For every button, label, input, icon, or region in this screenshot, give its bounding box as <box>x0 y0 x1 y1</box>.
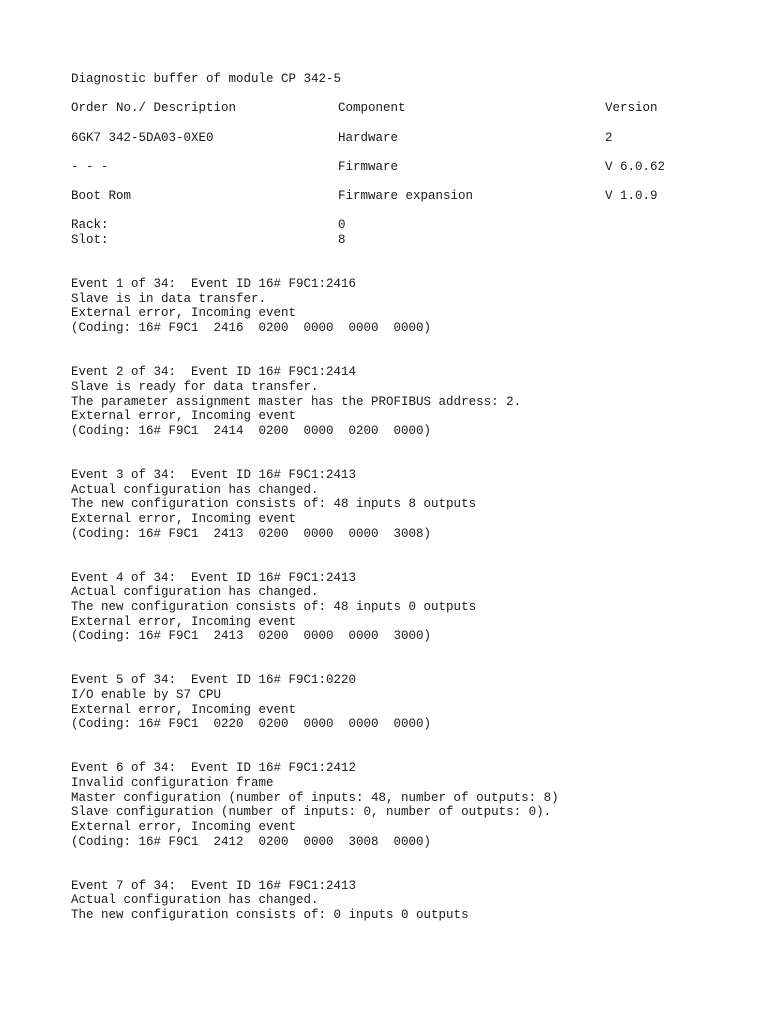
event-text: Slave is in data transfer. <box>71 291 267 306</box>
slot-label: Slot: <box>71 233 109 248</box>
component-name: Firmware expansion <box>338 189 474 204</box>
event-text: The new configuration consists of: 48 inputs 0 outputs <box>71 599 477 614</box>
rack-row <box>71 218 731 233</box>
event-entry-6 <box>71 761 731 849</box>
event-text: The parameter assignment master has the PROFIBUS address: 2. <box>71 394 522 409</box>
event-header: Event 3 of 34: Event ID 16# F9C1:2413 <box>71 467 357 482</box>
event-entry-7 <box>71 879 731 923</box>
event-entry-2 <box>71 365 731 438</box>
version-value: 2 <box>605 130 613 145</box>
event-header: Event 1 of 34: Event ID 16# F9C1:2416 <box>71 277 357 292</box>
event-list <box>71 277 731 923</box>
event-text: External error, Incoming event <box>71 306 297 321</box>
event-entry-4 <box>71 571 731 644</box>
slot-row <box>71 233 731 248</box>
order-number: 6GK7 342-5DA03-0XE0 <box>71 130 214 145</box>
event-header: Event 6 of 34: Event ID 16# F9C1:2412 <box>71 761 357 776</box>
event-header: Event 5 of 34: Event ID 16# F9C1:0220 <box>71 673 357 688</box>
slot-value: 8 <box>338 233 346 248</box>
component-name: Hardware <box>338 130 399 145</box>
event-text: Master configuration (number of inputs: 48, number of outputs: 8) <box>71 790 559 805</box>
rack-label: Rack: <box>71 218 109 233</box>
column-header-order: Order No./ Description <box>71 101 237 116</box>
event-text: Actual configuration has changed. <box>71 482 319 497</box>
event-text: The new configuration consists of: 48 inputs 8 outputs <box>71 497 477 512</box>
info-row-boot-rom <box>71 189 731 204</box>
event-text: Slave is ready for data transfer. <box>71 379 319 394</box>
event-text: Actual configuration has changed. <box>71 893 319 908</box>
event-coding: (Coding: 16# F9C1 2413 0200 0000 0000 3008) <box>71 526 432 541</box>
event-text: I/O enable by S7 CPU <box>71 688 222 703</box>
event-text: External error, Incoming event <box>71 820 297 835</box>
info-header-row <box>71 101 731 116</box>
event-header: Event 4 of 34: Event ID 16# F9C1:2413 <box>71 570 357 585</box>
diagnostic-document <box>71 72 731 952</box>
document-title: Diagnostic buffer of module CP 342-5 <box>71 72 342 86</box>
rack-value: 0 <box>338 218 346 233</box>
event-text: The new configuration consists of: 0 inputs 0 outputs <box>71 908 469 923</box>
event-text: External error, Incoming event <box>71 614 297 629</box>
event-coding: (Coding: 16# F9C1 2416 0200 0000 0000 0000) <box>71 321 432 336</box>
column-header-version: Version <box>605 101 658 116</box>
module-info-table <box>71 101 731 204</box>
event-text: External error, Incoming event <box>71 409 297 424</box>
info-row-firmware <box>71 160 731 175</box>
event-entry-3 <box>71 468 731 541</box>
version-value: V 6.0.62 <box>605 159 666 174</box>
component-name: Firmware <box>338 159 399 174</box>
event-text: Invalid configuration frame <box>71 776 274 791</box>
event-entry-1 <box>71 277 731 336</box>
module-location <box>71 218 731 247</box>
event-entry-5 <box>71 673 731 732</box>
order-number: - - - <box>71 159 109 174</box>
event-header: Event 7 of 34: Event ID 16# F9C1:2413 <box>71 878 357 893</box>
info-row-hardware <box>71 131 731 146</box>
event-header: Event 2 of 34: Event ID 16# F9C1:2414 <box>71 365 357 380</box>
event-coding: (Coding: 16# F9C1 2412 0200 0000 3008 0000) <box>71 834 432 849</box>
event-coding: (Coding: 16# F9C1 2414 0200 0000 0200 0000) <box>71 423 432 438</box>
version-value: V 1.0.9 <box>605 189 658 204</box>
order-number: Boot Rom <box>71 189 132 204</box>
event-coding: (Coding: 16# F9C1 0220 0200 0000 0000 0000) <box>71 717 432 732</box>
event-coding: (Coding: 16# F9C1 2413 0200 0000 0000 3000) <box>71 629 432 644</box>
column-header-component: Component <box>338 101 406 116</box>
event-text: External error, Incoming event <box>71 511 297 526</box>
event-text: Actual configuration has changed. <box>71 585 319 600</box>
event-text: External error, Incoming event <box>71 702 297 717</box>
event-text: Slave configuration (number of inputs: 0, number of outputs: 0). <box>71 805 552 820</box>
